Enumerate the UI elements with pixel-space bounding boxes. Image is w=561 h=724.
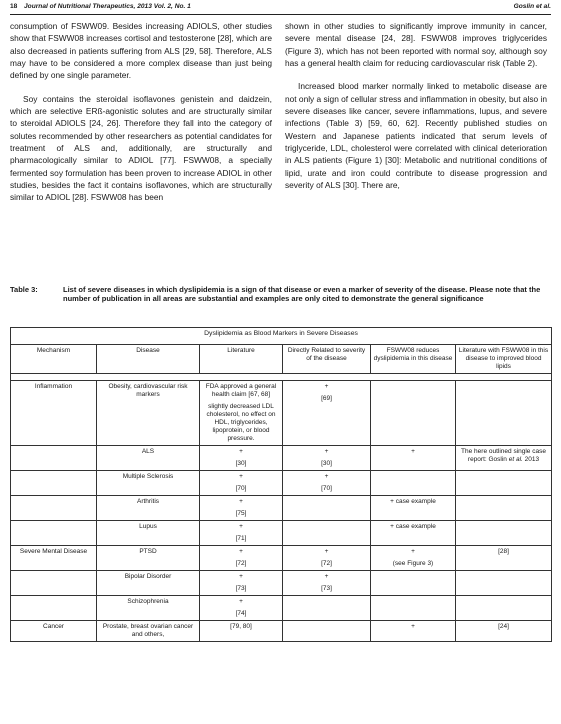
table-row — [11, 596, 552, 621]
fsww-literature-cell — [456, 521, 552, 546]
plus-mark: + — [324, 383, 329, 390]
column-header: FSWW08 reduces dyslipidemia in this disease — [371, 345, 456, 374]
left-text-column — [10, 20, 272, 215]
literature-text: FDA approved a general health claim [67, 68] — [205, 383, 277, 398]
plus-mark: + — [411, 548, 415, 555]
fsww-literature-etal: et al. — [508, 456, 523, 463]
mechanism-cell — [11, 521, 97, 546]
dyslipidemia-table — [10, 327, 552, 642]
fsww-cell: + — [371, 446, 456, 471]
running-header — [10, 2, 551, 15]
table-row — [11, 621, 552, 642]
plus-mark: + — [239, 498, 243, 505]
fsww-literature-year: 2013 — [522, 456, 540, 463]
column-header: Mechanism — [11, 345, 97, 374]
literature-cell — [200, 446, 283, 471]
mechanism-cell — [11, 446, 97, 471]
disease-cell: ALS — [97, 446, 200, 471]
fsww-literature-cell — [456, 571, 552, 596]
literature-cell — [200, 596, 283, 621]
mechanism-cell — [11, 471, 97, 496]
plus-mark: + — [324, 448, 329, 455]
reference: (see Figure 3) — [392, 560, 434, 567]
literature-cell — [200, 496, 283, 521]
reference: [72] — [235, 560, 247, 567]
table-caption-text: List of severe diseases in which dyslipidemia is a sign of that disease or even a marker of severity of the disease. Please note that the number of publication in all areas are substantial and examples are only cited to demonstrate the general significance — [63, 285, 541, 304]
plus-mark: + — [239, 598, 243, 605]
literature-cell — [200, 381, 283, 446]
table-row — [11, 471, 552, 496]
table-row — [11, 381, 552, 446]
mechanism-cell: Inflammation — [11, 381, 97, 446]
reference: [70] — [321, 485, 332, 492]
literature-cell: [79, 80] — [200, 621, 283, 642]
plus-mark: + — [324, 573, 329, 580]
column-header: Disease — [97, 345, 200, 374]
table-spacer — [11, 374, 552, 381]
fsww-cell — [371, 596, 456, 621]
reference: [69] — [321, 395, 332, 402]
direct-cell — [283, 621, 371, 642]
plus-mark: + — [239, 448, 243, 455]
mechanism-cell — [11, 596, 97, 621]
mechanism-cell: Severe Mental Disease — [11, 546, 97, 571]
journal-title: Journal of Nutritional Therapeutics, 2013 Vol. 2, No. 1 — [24, 3, 191, 10]
table-row — [11, 571, 552, 596]
table-row — [11, 546, 552, 571]
table-header-row — [11, 345, 552, 374]
fsww-literature-text: The here outlined single case report: Goslin — [461, 448, 546, 463]
paragraph: shown in other studies to significantly improve immunity in cancer, severe mental disease [24, 28]. FSWW08 improves triglycerides (Figure 3), which has not been reported with normal soy, although soy has a general health claim for reducing cardiovascular risk (Table 2). — [285, 21, 547, 69]
disease-cell: Schizophrenia — [97, 596, 200, 621]
reference: [70] — [235, 485, 247, 492]
fsww-cell: + case example — [371, 521, 456, 546]
plus-mark: + — [239, 473, 243, 480]
direct-cell — [283, 471, 371, 496]
table-caption — [10, 285, 550, 304]
plus-mark: + — [239, 523, 243, 530]
disease-cell: PTSD — [97, 546, 200, 571]
fsww-cell — [371, 571, 456, 596]
reference: [75] — [235, 510, 247, 517]
reference: [71] — [235, 535, 247, 542]
plus-mark: + — [324, 473, 329, 480]
fsww-cell — [371, 546, 456, 571]
direct-cell — [283, 546, 371, 571]
mechanism-cell: Cancer — [11, 621, 97, 642]
fsww-cell — [371, 381, 456, 446]
fsww-literature-cell — [456, 596, 552, 621]
right-text-column — [285, 20, 547, 202]
plus-mark: + — [239, 548, 243, 555]
plus-mark: + — [324, 548, 329, 555]
disease-cell: Obesity, cardiovascular risk markers — [97, 381, 200, 446]
paragraph: Increased blood marker normally linked to metabolic disease are not only a sign of cellular stress and inflammation in obesity, but also in severe diseases like cancer, severe inflammations, lupus, and severe infections (Table 3) [59, 60, 62]. Recently published studies on Western and Japanese patients indicated that serum levels of triglyceride, LDL, cholesterol were correlated with clinical deterioration in ALS patients (Figure 1) [30]: Metabolic and nutritional conditions of lipid, urate and iron could contribute to disease progression and severity of ALS [30]. There are, — [285, 81, 547, 191]
column-header: Literature with FSWW08 in this disease to improved blood lipids — [456, 345, 552, 374]
direct-cell — [283, 496, 371, 521]
paragraph: consumption of FSWW09. Besides increasing ADIOLS, other studies show that FSWW08 increases cortisol and testosterone [28], which are also decreased in patients suffering from ALS [29, 58]. Therefore, ALS may have to be considered a more complex disease than just being defined by one single parameter. — [10, 21, 272, 81]
reference: [74] — [235, 610, 247, 617]
direct-cell — [283, 521, 371, 546]
table-title: Dyslipidemia as Blood Markers in Severe Diseases — [11, 328, 552, 345]
literature-cell — [200, 546, 283, 571]
disease-cell: Bipolar Disorder — [97, 571, 200, 596]
column-header: Literature — [200, 345, 283, 374]
fsww-cell — [371, 471, 456, 496]
mechanism-cell — [11, 571, 97, 596]
direct-cell — [283, 446, 371, 471]
paragraph: Soy contains the steroidal isoflavones genistein and daidzein, which are selective ERß-agonistic solutes and are structurally similar to steroidal ADIOLS [24, 26]. Therefore they fall into the category of solutes recommended by other researchers as potential candidates for treatment of ALS and, additionally, are structurally and pharmacologically similar to ADIOL [77]. FSWW08, a specially fermented soy formulation has been proven to increase ADIOL in other studies, besides the fact it contains isoflavones, which are structurally similar to ADIOL [28]. FSWW08 has been — [10, 93, 272, 203]
literature-cell — [200, 471, 283, 496]
column-header: Directly Related to severity of the disease — [283, 345, 371, 374]
table-row — [11, 446, 552, 471]
disease-cell: Lupus — [97, 521, 200, 546]
disease-cell: Arthritis — [97, 496, 200, 521]
reference: [72] — [321, 560, 332, 567]
table-row — [11, 496, 552, 521]
disease-cell: Prostate, breast ovarian cancer and others, — [97, 621, 200, 642]
fsww-literature-cell: [24] — [456, 621, 552, 642]
fsww-literature-cell — [456, 381, 552, 446]
reference: [30] — [235, 460, 247, 467]
table-caption-label: Table 3: — [10, 285, 38, 294]
table-row — [11, 521, 552, 546]
fsww-cell: + — [371, 621, 456, 642]
literature-cell — [200, 521, 283, 546]
reference: [73] — [235, 585, 247, 592]
fsww-literature-cell — [456, 471, 552, 496]
disease-cell: Multiple Sclerosis — [97, 471, 200, 496]
fsww-literature-cell — [456, 496, 552, 521]
fsww-cell: + case example — [371, 496, 456, 521]
literature-cell — [200, 571, 283, 596]
page-number: 18 — [10, 3, 18, 10]
literature-note: slightly decreased LDL cholesterol, no effect on HDL, triglycerides, lipoprotein, or blood pressure. — [206, 403, 276, 442]
direct-cell — [283, 381, 371, 446]
direct-cell — [283, 571, 371, 596]
mechanism-cell — [11, 496, 97, 521]
plus-mark: + — [239, 573, 243, 580]
running-author: Goslin et al. — [513, 3, 551, 10]
reference: [30] — [321, 460, 332, 467]
direct-cell — [283, 596, 371, 621]
reference: [73] — [321, 585, 332, 592]
fsww-literature-cell: [28] — [456, 546, 552, 571]
fsww-literature-cell — [456, 446, 552, 471]
